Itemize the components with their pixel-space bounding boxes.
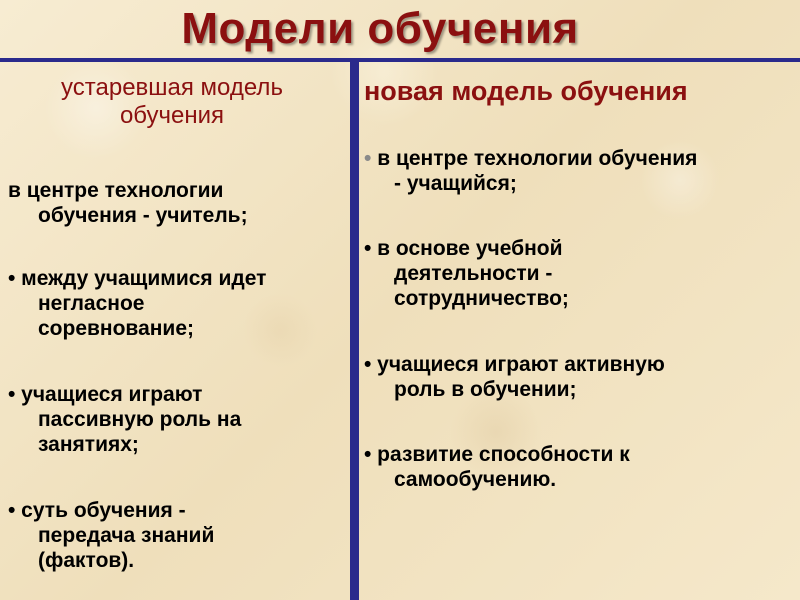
column-divider (350, 58, 359, 600)
new-model-item: • развитие способности к самообучению. (364, 443, 630, 491)
old-model-item: • учащиеся играют пассивную роль на занятиях; (8, 383, 242, 456)
old-model-heading: устаревшая модель обучения (61, 74, 283, 129)
new-model-item: • учащиеся играют активную роль в обучении; (364, 353, 665, 401)
bullet-icon: • (364, 147, 372, 170)
new-model-item: • в основе учебной деятельности - сотрудничество; (364, 237, 569, 310)
page-title: Модели обучения (181, 4, 579, 53)
old-model-item: • между учащимися идет негласное соревнование; (8, 267, 267, 340)
old-model-item: в центре технологии обучения - учитель; (8, 179, 248, 227)
new-model-column (364, 62, 794, 491)
old-model-item: • суть обучения - передача знаний (фактов). (8, 499, 215, 572)
new-model-heading: новая модель обучения (364, 76, 688, 106)
old-model-column (8, 62, 344, 572)
new-model-item: • в центре технологии обучения - учащийся; (364, 147, 698, 195)
